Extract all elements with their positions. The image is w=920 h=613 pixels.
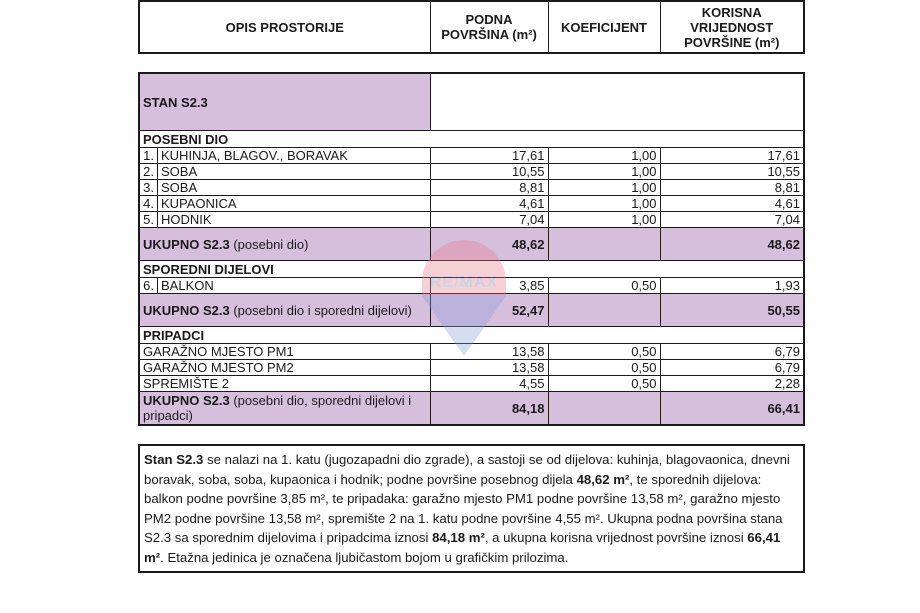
useful-area: 17,61 xyxy=(660,148,804,164)
total-floor-area: 52,47 xyxy=(430,294,548,327)
useful-area: 2,28 xyxy=(660,376,804,392)
desc-posebni-area: 48,62 m² xyxy=(576,471,630,487)
useful-area: 6,79 xyxy=(660,344,804,360)
coefficient: 0,50 xyxy=(548,278,660,294)
room-name: HODNIK xyxy=(161,212,212,227)
coefficient: 1,00 xyxy=(548,164,660,180)
total-coefficient-empty xyxy=(548,228,660,261)
total-label-detail: (posebni dio, sporedni dijelovi i pripadci) xyxy=(143,393,412,423)
header-table xyxy=(138,0,805,54)
area-specification-document xyxy=(138,0,805,573)
unit-row xyxy=(139,73,804,131)
floor-area: 7,04 xyxy=(430,212,548,228)
room-name: GARAŽNO MJESTO PM1 xyxy=(139,344,430,360)
useful-area: 7,04 xyxy=(660,212,804,228)
coefficient: 0,50 xyxy=(548,376,660,392)
unit-empty-cell xyxy=(430,73,804,131)
floor-area: 8,81 xyxy=(430,180,548,196)
row-index: 3. xyxy=(140,180,158,195)
coefficient: 1,00 xyxy=(548,180,660,196)
table-row xyxy=(139,360,804,376)
row-index: 1. xyxy=(140,148,158,163)
total-row-sporedni xyxy=(139,294,804,327)
useful-area: 10,55 xyxy=(660,164,804,180)
description-paragraph xyxy=(138,444,805,573)
section-sporedni-dijelovi: SPOREDNI DIJELOVI xyxy=(139,261,804,278)
room-name: SOBA xyxy=(161,180,198,195)
table-row xyxy=(139,164,804,180)
row-index: 4. xyxy=(140,196,158,211)
table-row xyxy=(139,180,804,196)
room-name: SPREMIŠTE 2 xyxy=(139,376,430,392)
desc-text: , a ukupna korisna vrijednost površine iznosi xyxy=(484,530,748,545)
total-row-pripadci xyxy=(139,392,804,426)
total-label: UKUPNO S2.3 xyxy=(143,302,230,318)
row-index: 5. xyxy=(140,212,158,227)
floor-area: 4,55 xyxy=(430,376,548,392)
useful-area: 6,79 xyxy=(660,360,804,376)
total-label: UKUPNO S2.3 xyxy=(143,393,230,408)
total-useful-area: 66,41 xyxy=(660,392,804,426)
header-description: OPIS PROSTORIJE xyxy=(139,1,430,53)
coefficient: 0,50 xyxy=(548,360,660,376)
floor-area: 3,85 xyxy=(430,278,548,294)
desc-unit-name: Stan S2.3 xyxy=(144,452,204,467)
floor-area: 13,58 xyxy=(430,344,548,360)
header-useful-area: KORISNA VRIJEDNOST POVRŠINE (m²) xyxy=(660,1,804,53)
useful-area: 8,81 xyxy=(660,180,804,196)
section-posebni-dio: POSEBNI DIO xyxy=(139,131,804,148)
room-name: KUHINJA, BLAGOV., BORAVAK xyxy=(161,148,348,163)
row-index: 2. xyxy=(140,164,158,179)
table-row xyxy=(139,148,804,164)
useful-area: 4,61 xyxy=(660,196,804,212)
room-name: KUPAONICA xyxy=(161,196,237,211)
total-label-detail: (posebni dio) xyxy=(229,236,309,252)
total-floor-area: 84,18 xyxy=(430,392,548,426)
floor-area: 17,61 xyxy=(430,148,548,164)
desc-useful-area: 66,41 m² xyxy=(144,530,781,565)
total-coefficient-empty xyxy=(548,392,660,426)
floor-area: 13,58 xyxy=(430,360,548,376)
floor-area: 10,55 xyxy=(430,164,548,180)
table-row xyxy=(139,344,804,360)
watermark-text: RE/MAX xyxy=(429,274,499,291)
coefficient: 1,00 xyxy=(548,196,660,212)
table-row xyxy=(139,212,804,228)
room-name: SOBA xyxy=(161,164,198,179)
desc-text: , te sporednih dijelova: balkon podne površine 3,85 m², te pripadaka: garažno mjesto PM1 podne površine 13,58 m², garažno mjesto PM2 podne površine 13,58 m², spremište 2 na 1. katu podne površine 4,55 m². Ukupna podna površina stana S2.3 sa sporednim dijelovima i pripadcima iznosi xyxy=(144,471,783,545)
room-name: BALKON xyxy=(161,278,214,293)
coefficient: 1,00 xyxy=(548,212,660,228)
total-coefficient-empty xyxy=(548,294,660,327)
coefficient: 1,00 xyxy=(548,148,660,164)
desc-total-area: 84,18 m² xyxy=(432,530,485,545)
total-useful-area: 50,55 xyxy=(660,294,804,327)
table-row xyxy=(139,376,804,392)
header-floor-area: PODNA POVRŠINA (m²) xyxy=(430,1,548,53)
total-label: UKUPNO S2.3 xyxy=(143,236,230,252)
total-floor-area: 48,62 xyxy=(430,228,548,261)
unit-label: STAN S2.3 xyxy=(139,73,430,131)
total-row-posebni xyxy=(139,228,804,261)
area-table xyxy=(138,72,805,426)
total-label-detail: (posebni dio i sporedni dijelovi) xyxy=(229,302,412,318)
room-name: GARAŽNO MJESTO PM2 xyxy=(139,360,430,376)
table-row xyxy=(139,278,804,294)
total-useful-area: 48,62 xyxy=(660,228,804,261)
row-index: 6. xyxy=(140,278,158,293)
section-pripadci: PRIPADCI xyxy=(139,327,804,344)
useful-area: 1,93 xyxy=(660,278,804,294)
desc-text: se nalazi na 1. katu (jugozapadni dio zgrade), a sastoji se od dijelova: kuhinja, blagovaonica, dnevni boravak, soba, soba, kupaonica i hodnik; podne površine posebnog dijela xyxy=(144,452,790,487)
table-row xyxy=(139,196,804,212)
floor-area: 4,61 xyxy=(430,196,548,212)
coefficient: 0,50 xyxy=(548,344,660,360)
header-coefficient: KOEFICIJENT xyxy=(548,1,660,53)
desc-text: . Etažna jedinica je označena ljubičastom bojom u grafičkim prilozima. xyxy=(160,549,569,565)
